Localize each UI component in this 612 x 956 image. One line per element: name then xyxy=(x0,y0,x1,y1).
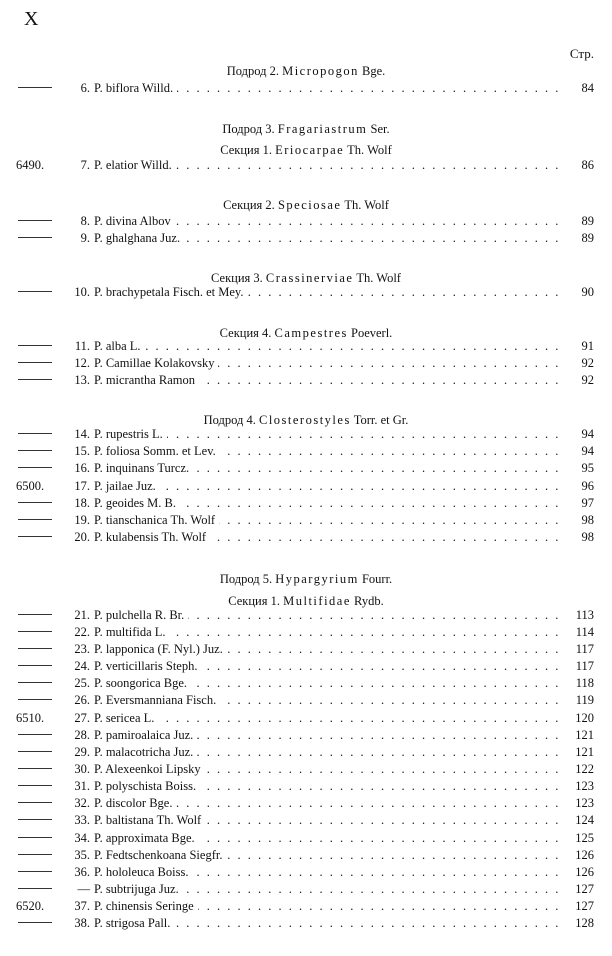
entry-number: 28. xyxy=(74,728,90,742)
entry-name-leader xyxy=(94,371,562,389)
entry-number: 15. xyxy=(74,444,90,458)
entry-name: P. jailae Juz. xyxy=(94,479,160,493)
heading-name: Speciosae xyxy=(277,198,342,212)
entry-name: P. strigosa Pall. xyxy=(94,916,174,930)
entry-number: 13. xyxy=(74,373,90,387)
entry-page: 96 xyxy=(581,479,594,493)
entry-code-dash xyxy=(18,519,52,520)
entry-page: 126 xyxy=(575,848,594,862)
entry-name-leader xyxy=(94,640,562,658)
entry-page: 113 xyxy=(575,608,594,622)
toc-entry xyxy=(0,606,612,624)
column-header-page: Стр. xyxy=(569,46,594,61)
entry-code-dash xyxy=(18,291,52,292)
entry-code: 6520. xyxy=(16,899,45,913)
entry-name-leader xyxy=(94,726,562,744)
entry-name-leader xyxy=(94,425,562,443)
toc-entry xyxy=(0,914,612,932)
entry-name-leader xyxy=(94,709,562,727)
toc-entry xyxy=(0,442,612,460)
entry-code-dash xyxy=(18,467,52,468)
entry-name: P. Fedtschenkoana Siegfr. xyxy=(94,848,226,862)
entry-number: 36. xyxy=(74,865,90,879)
section-heading xyxy=(0,198,612,213)
entry-name: P. multifida L. xyxy=(94,625,170,639)
entry-page: 121 xyxy=(575,728,594,742)
toc-entry xyxy=(0,229,612,247)
heading-name: Hypargyrium xyxy=(275,572,359,586)
entry-number: 22. xyxy=(74,625,90,639)
entry-page: 122 xyxy=(575,762,594,776)
entry-name: P. verticillaris Steph. xyxy=(94,659,201,673)
toc-entry xyxy=(0,674,612,692)
entry-number: 37. xyxy=(74,899,90,913)
toc-entry xyxy=(0,743,612,761)
entry-code-dash xyxy=(18,665,52,666)
entry-page: 123 xyxy=(575,796,594,810)
entry-name-leader xyxy=(94,760,562,778)
entry-name: P. alba L. xyxy=(94,339,145,353)
toc-entry xyxy=(0,459,612,477)
entry-page: 118 xyxy=(575,676,594,690)
entry-code-dash xyxy=(18,220,52,221)
entry-code: 6510. xyxy=(16,711,45,725)
entry-code: 6490. xyxy=(16,158,45,172)
toc-entry xyxy=(0,880,612,898)
entry-name-leader xyxy=(94,79,562,97)
entry-page: 121 xyxy=(575,745,594,759)
heading-name: Eriocarpae xyxy=(275,143,345,157)
entry-code-dash xyxy=(18,699,52,700)
section-heading xyxy=(0,572,612,587)
toc-entry xyxy=(0,79,612,97)
entry-name-leader xyxy=(94,897,562,915)
entry-page: 119 xyxy=(575,693,594,707)
entry-name-leader xyxy=(94,494,562,512)
page-label: X xyxy=(24,8,39,30)
entry-name: P. discolor Bge. xyxy=(94,796,176,810)
entry-name: P. soongorica Bge. xyxy=(94,676,191,690)
entry-page: 90 xyxy=(581,285,594,299)
heading-prefix: Секция 3. xyxy=(211,271,263,285)
toc-entry xyxy=(0,283,612,301)
entry-page: 125 xyxy=(575,831,594,845)
entry-name-leader xyxy=(94,691,562,709)
entry-page: 128 xyxy=(575,916,594,930)
entry-code-dash xyxy=(18,648,52,649)
entry-name: P. pulchella R. Br. xyxy=(94,608,188,622)
entry-name: P. hololeuca Boiss. xyxy=(94,865,192,879)
entry-code-dash xyxy=(18,536,52,537)
heading-prefix: Секция 2. xyxy=(223,198,275,212)
entry-name: P. subtrijuga Juz. xyxy=(94,882,183,896)
heading-author: Fourr. xyxy=(361,572,393,586)
entry-name-leader xyxy=(94,229,562,247)
entry-number: 32. xyxy=(74,796,90,810)
entry-number: 24. xyxy=(74,659,90,673)
entry-name: P. micrantha Ramon xyxy=(94,373,199,387)
entry-number: 7. xyxy=(80,158,90,172)
entry-name: P. Camillae Kolakovsky xyxy=(94,356,218,370)
entry-page: 124 xyxy=(575,813,594,827)
entry-number: 30. xyxy=(74,762,90,776)
entry-name: P. divina Albov xyxy=(94,214,175,228)
entry-code-dash xyxy=(18,854,52,855)
entry-name-leader xyxy=(94,337,562,355)
heading-prefix: Секция 1. xyxy=(220,143,272,157)
entry-code-dash xyxy=(18,751,52,752)
entry-name-leader xyxy=(94,528,562,546)
entry-number: 17. xyxy=(74,479,90,493)
entry-name: P. ghalghana Juz. xyxy=(94,231,184,245)
heading-prefix: Секция 1. xyxy=(228,594,280,608)
entry-name: P. sericea L. xyxy=(94,711,158,725)
entry-name: P. geoides M. B. xyxy=(94,496,180,510)
entry-name-leader xyxy=(94,863,562,881)
entry-page: 97 xyxy=(581,496,594,510)
entry-code-dash xyxy=(18,888,52,889)
toc-entry xyxy=(0,829,612,847)
toc-entry xyxy=(0,354,612,372)
heading-name: Crassinerviae xyxy=(265,271,354,285)
entry-number: — xyxy=(77,882,90,896)
entry-page: 98 xyxy=(581,530,594,544)
entry-code-dash xyxy=(18,802,52,803)
entry-number: 11. xyxy=(74,339,90,353)
entry-number: 18. xyxy=(74,496,90,510)
heading-author: Torr. et Gr. xyxy=(353,413,409,427)
entry-code-dash xyxy=(18,433,52,434)
entry-code-dash xyxy=(18,362,52,363)
heading-author: Ser. xyxy=(370,122,390,136)
entry-name: P. polyschista Boiss. xyxy=(94,779,200,793)
entry-name: P. approximata Bge. xyxy=(94,831,199,845)
heading-author: Bge. xyxy=(362,64,386,78)
entry-number: 38. xyxy=(74,916,90,930)
heading-prefix: Подрод 5. xyxy=(219,572,273,586)
entry-page: 92 xyxy=(581,373,594,387)
entry-number: 31. xyxy=(74,779,90,793)
entry-name-leader xyxy=(94,846,562,864)
entry-page: 94 xyxy=(581,444,594,458)
toc-entry xyxy=(0,156,612,174)
entry-name-leader xyxy=(94,623,562,641)
entry-page: 94 xyxy=(581,427,594,441)
entry-number: 10. xyxy=(74,285,90,299)
entry-name-leader xyxy=(94,477,562,495)
entry-name: P. baltistana Th. Wolf xyxy=(94,813,205,827)
entry-code-dash xyxy=(18,871,52,872)
toc-entry xyxy=(0,691,612,709)
entry-name-leader xyxy=(94,442,562,460)
entry-name: P. chinensis Seringe xyxy=(94,899,198,913)
heading-prefix: Подрод 2. xyxy=(226,64,279,78)
entry-code-dash xyxy=(18,785,52,786)
toc-entry xyxy=(0,371,612,389)
toc-entry xyxy=(0,494,612,512)
toc-entry xyxy=(0,863,612,881)
entry-name: P. elatior Willd. xyxy=(94,158,176,172)
toc-entry xyxy=(0,640,612,658)
entry-name-leader xyxy=(94,743,562,761)
heading-name: Fragariastrum xyxy=(277,122,368,136)
heading-name: Campestres xyxy=(274,326,348,340)
entry-number: 23. xyxy=(74,642,90,656)
toc-entry xyxy=(0,897,612,915)
entry-number: 21. xyxy=(74,608,90,622)
entry-name-leader xyxy=(94,606,562,624)
entry-code-dash xyxy=(18,682,52,683)
entry-code-dash xyxy=(18,922,52,923)
toc-entry xyxy=(0,623,612,641)
entry-page: 117 xyxy=(575,659,594,673)
entry-name: P. foliosa Somm. et Lev. xyxy=(94,444,220,458)
entry-page: 91 xyxy=(581,339,594,353)
entry-code-dash xyxy=(18,734,52,735)
entry-name: P. Alexeenkoi Lipsky xyxy=(94,762,205,776)
entry-code-dash xyxy=(18,837,52,838)
entry-code-dash xyxy=(18,768,52,769)
entry-name: P. kulabensis Th. Wolf xyxy=(94,530,210,544)
entry-page: 123 xyxy=(575,779,594,793)
entry-page: 120 xyxy=(575,711,594,725)
entry-name-leader xyxy=(94,354,562,372)
entry-name: P. malacotricha Juz. xyxy=(94,745,197,759)
entry-name: P. biflora Willd. xyxy=(94,81,177,95)
entry-name-leader xyxy=(94,914,562,932)
heading-author: Th. Wolf xyxy=(347,143,392,157)
toc-entry xyxy=(0,511,612,529)
heading-author: Poeverl. xyxy=(351,326,393,340)
entry-code-dash xyxy=(18,631,52,632)
entry-code-dash xyxy=(18,237,52,238)
entry-code-dash xyxy=(18,819,52,820)
toc-entry xyxy=(0,794,612,812)
entry-name: P. lapponica (F. Nyl.) Juz. xyxy=(94,642,227,656)
entry-code-dash xyxy=(18,87,52,88)
entry-name-leader xyxy=(94,777,562,795)
toc-entry xyxy=(0,811,612,829)
heading-author: Th. Wolf xyxy=(356,271,401,285)
entry-page: 95 xyxy=(581,461,594,475)
section-heading xyxy=(0,64,612,79)
entry-page: 117 xyxy=(575,642,594,656)
toc-entry xyxy=(0,760,612,778)
heading-prefix: Подрод 4. xyxy=(203,413,256,427)
entry-name-leader xyxy=(94,880,562,898)
entry-number: 16. xyxy=(74,461,90,475)
entry-name: P. pamiroalaica Juz. xyxy=(94,728,197,742)
heading-prefix: Подрод 3. xyxy=(222,122,275,136)
entry-code-dash xyxy=(18,450,52,451)
entry-name: P. Eversmanniana Fisch. xyxy=(94,693,220,707)
heading-name: Closterostyles xyxy=(258,413,351,427)
entry-name-leader xyxy=(94,674,562,692)
entry-page: 84 xyxy=(581,81,594,95)
toc-entry xyxy=(0,425,612,443)
toc-entry xyxy=(0,846,612,864)
entry-number: 35. xyxy=(74,848,90,862)
entry-name: P. inquinans Turcz. xyxy=(94,461,193,475)
heading-author: Th. Wolf xyxy=(344,198,389,212)
heading-name: Multifidae xyxy=(283,594,351,608)
toc-entry xyxy=(0,709,612,727)
entry-page: 98 xyxy=(581,513,594,527)
heading-name: Micropogon xyxy=(282,64,359,78)
entry-page: 89 xyxy=(581,214,594,228)
section-heading xyxy=(0,122,612,137)
entry-name-leader xyxy=(94,212,562,230)
entry-name-leader xyxy=(94,156,562,174)
entry-number: 26. xyxy=(74,693,90,707)
entry-number: 33. xyxy=(74,813,90,827)
entry-name-leader xyxy=(94,811,562,829)
entry-page: 86 xyxy=(581,158,594,172)
toc-entry xyxy=(0,528,612,546)
toc-entry xyxy=(0,212,612,230)
entry-code: 6500. xyxy=(16,479,45,493)
toc-entry xyxy=(0,726,612,744)
entry-name-leader xyxy=(94,283,562,301)
entry-code-dash xyxy=(18,614,52,615)
heading-prefix: Секция 4. xyxy=(219,326,272,340)
entry-number: 19. xyxy=(74,513,90,527)
entry-page: 92 xyxy=(581,356,594,370)
entry-name-leader xyxy=(94,829,562,847)
entry-name-leader xyxy=(94,794,562,812)
entry-name-leader xyxy=(94,657,562,675)
entry-name-leader xyxy=(94,459,562,477)
entry-number: 34. xyxy=(74,831,90,845)
entry-page: 127 xyxy=(575,882,594,896)
entry-name: P. brachypetala Fisch. et Mey. xyxy=(94,285,248,299)
entry-name-leader xyxy=(94,511,562,529)
entry-name: P. rupestris L. xyxy=(94,427,167,441)
entry-page: 89 xyxy=(581,231,594,245)
toc-entry xyxy=(0,777,612,795)
entry-page: 127 xyxy=(575,899,594,913)
heading-author: Rydb. xyxy=(354,594,384,608)
entry-code-dash xyxy=(18,502,52,503)
entry-number: 25. xyxy=(74,676,90,690)
entry-number: 14. xyxy=(74,427,90,441)
entry-number: 12. xyxy=(74,356,90,370)
toc-entry xyxy=(0,657,612,675)
entry-page: 126 xyxy=(575,865,594,879)
entry-number: 29. xyxy=(74,745,90,759)
entry-number: 20. xyxy=(74,530,90,544)
entry-name: P. tianschanica Th. Wolf xyxy=(94,513,219,527)
entry-number: 27. xyxy=(74,711,90,725)
toc-entry xyxy=(0,337,612,355)
entry-number: 8. xyxy=(80,214,90,228)
toc-entry xyxy=(0,477,612,495)
entry-code-dash xyxy=(18,345,52,346)
entry-number: 6. xyxy=(80,81,90,95)
entry-code-dash xyxy=(18,379,52,380)
entry-page: 114 xyxy=(575,625,594,639)
entry-number: 9. xyxy=(80,231,90,245)
